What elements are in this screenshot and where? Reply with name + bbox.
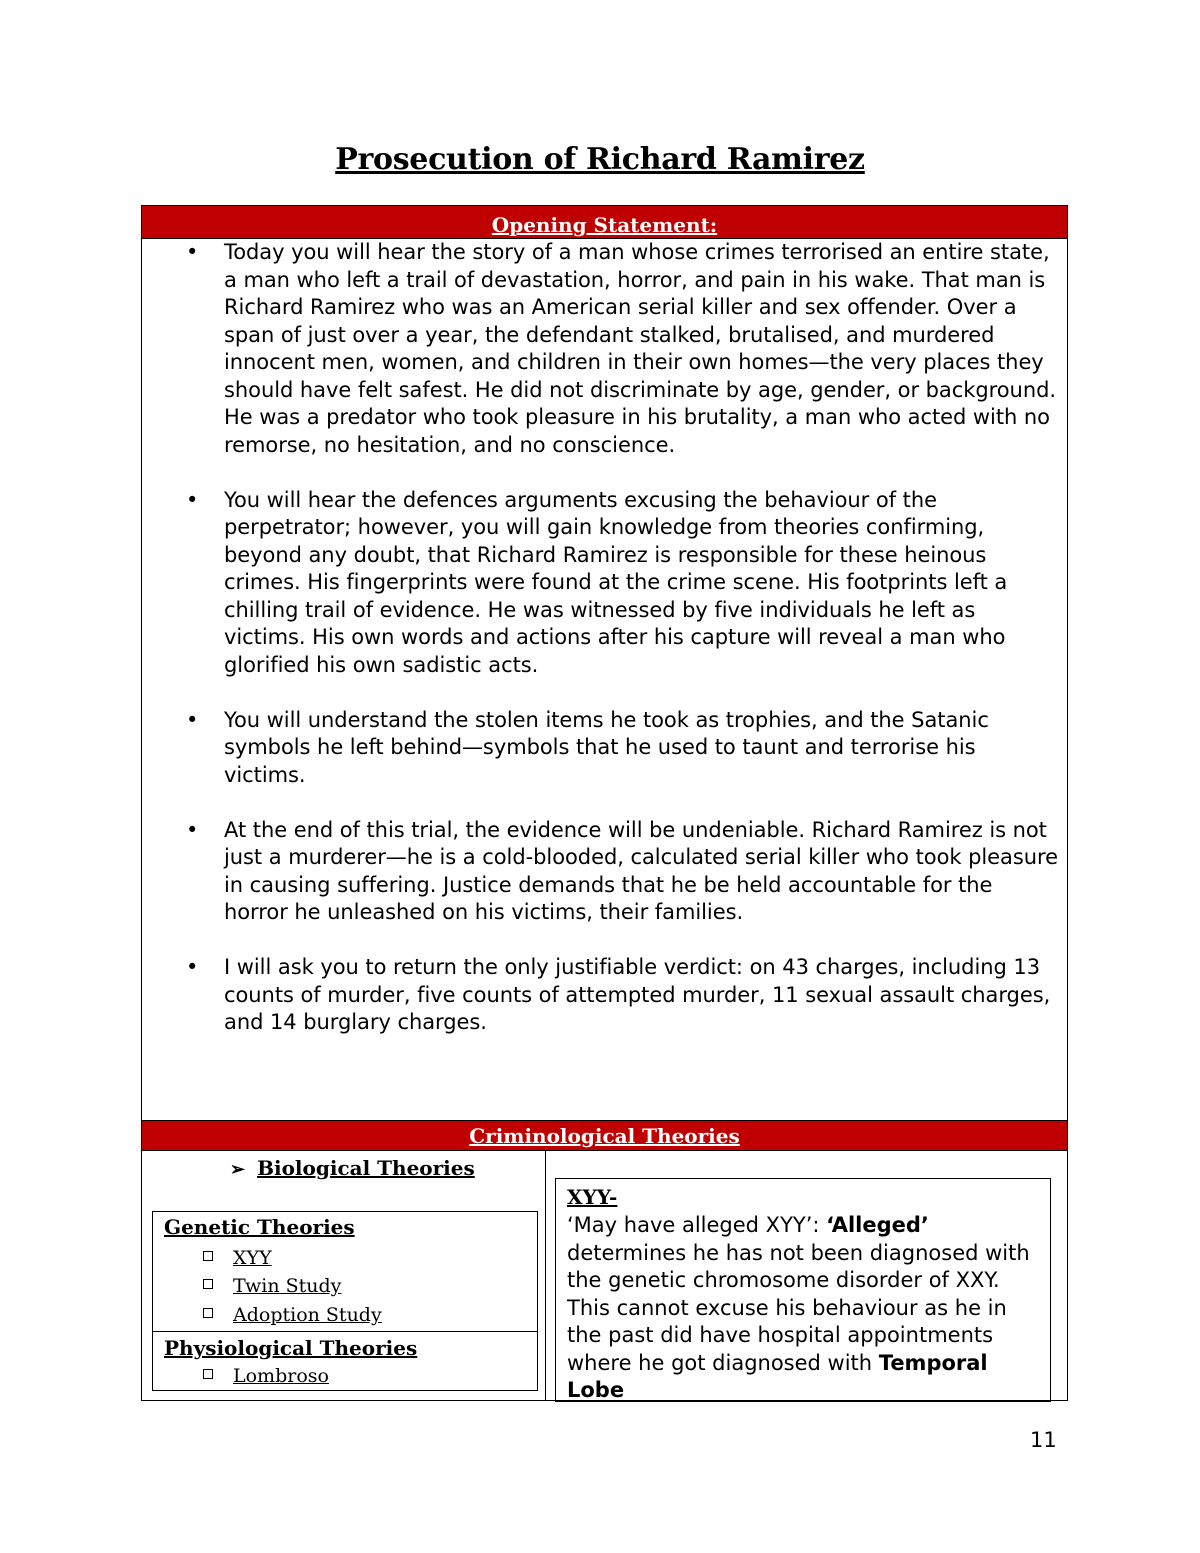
bullet-text: I will ask you to return the only justifiable verdict: on 43 charges, including 13 counts of murder, five counts of attempted murder, 11 sexual assault charges, and 14 burglary charges. <box>224 955 1051 1034</box>
page-number: 11 <box>1030 1428 1057 1452</box>
genetic-item-twin-study: Twin Study <box>233 1275 342 1297</box>
bullet-text: You will understand the stolen items he took as trophies, and the Satanic symbols he left behind—symbols that he used to taunt and terrorise his victims. <box>224 707 989 787</box>
bullet-icon: • <box>186 817 199 842</box>
bullet-icon: • <box>186 487 199 512</box>
bullet-icon: • <box>186 955 199 979</box>
xyy-explanation-box <box>555 1178 1051 1402</box>
genetic-theories-heading: Genetic Theories <box>164 1215 355 1239</box>
physiological-item-lombroso: Lombroso <box>233 1365 329 1387</box>
list-item <box>203 1275 341 1297</box>
physiological-theories-heading: Physiological Theories <box>164 1336 418 1360</box>
genetic-item-adoption-study: Adoption Study <box>233 1304 382 1326</box>
biological-theories-label: Biological Theories <box>257 1156 475 1180</box>
xyy-text-part: determines he has not been diagnosed with the genetic chromosome disorder of XXY. This cannot excuse his behaviour as he in the past did have hospital appointments where he got diagnosed with <box>567 1240 1030 1375</box>
xyy-bold-temporal-lobe: Temporal Lobe <box>567 1350 988 1402</box>
opening-statement-list <box>142 239 1067 1064</box>
xyy-bold-alleged: ‘Alleged’ <box>826 1213 929 1237</box>
genetic-item-xyy: XYY <box>233 1247 272 1269</box>
bullet-text: Today you will hear the story of a man whose crimes terrorised an entire state, a man who left a trail of devastation, horror, and pain in his wake. That man is Richard Ramirez who was an American serial killer and sex offender. Over a span of just over a year, the defendant stalked, brutalised, and murdered innocent men, women, and children in their own homes—the very places they should have felt safest. He did not discriminate by age, gender, or background. He was a predator who took pleasure in his brutality, a man who acted with no remorse, no hesitation, and no conscience. <box>224 240 1056 457</box>
arrow-bullet-icon: ➢ <box>230 1159 246 1180</box>
criminological-theories-heading: Criminological Theories <box>142 1120 1067 1151</box>
list-item <box>203 1365 329 1387</box>
column-divider <box>545 1151 546 1400</box>
square-bullet-icon <box>203 1251 213 1261</box>
content-table <box>141 205 1068 1401</box>
square-bullet-icon <box>203 1279 213 1289</box>
xyy-text-part: ‘May have alleged XYY’: <box>567 1213 827 1237</box>
square-bullet-icon <box>203 1369 213 1379</box>
xyy-text <box>567 1212 1040 1402</box>
bullet-icon: • <box>186 240 199 264</box>
bullet-text: You will hear the defences arguments excusing the behaviour of the perpetrator; however, you will gain knowledge from theories confirming, beyond any doubt, that Richard Ramirez is responsible for these heinous crimes. His fingerprints were found at the crime scene. His footprints left a chilling trail of evidence. He was witnessed by five individuals he left as victims. His own words and actions after his capture will reveal a man who glorified his own sadistic acts. <box>224 487 1008 677</box>
biological-theories-heading <box>230 1156 475 1180</box>
document-title: Prosecution of Richard Ramirez <box>335 142 865 177</box>
list-item <box>142 707 1067 790</box>
bullet-icon: • <box>186 707 199 732</box>
theories-box <box>152 1211 538 1391</box>
list-item <box>203 1304 382 1326</box>
list-item <box>142 817 1067 927</box>
square-bullet-icon <box>203 1308 213 1318</box>
box-divider <box>153 1331 537 1332</box>
list-item <box>142 487 1067 680</box>
list-item <box>203 1247 272 1269</box>
list-item <box>142 954 1067 1037</box>
opening-statement-heading: Opening Statement: <box>142 206 1067 239</box>
list-item <box>142 239 1067 459</box>
bullet-text: At the end of this trial, the evidence will be undeniable. Richard Ramirez is not just a murderer—he is a cold-blooded, calculated serial killer who took pleasure in causing suffering. Justice demands that he be held accountable for the horror he unleashed on his victims, their families. <box>224 817 1059 924</box>
xyy-heading: XYY- <box>567 1185 618 1209</box>
